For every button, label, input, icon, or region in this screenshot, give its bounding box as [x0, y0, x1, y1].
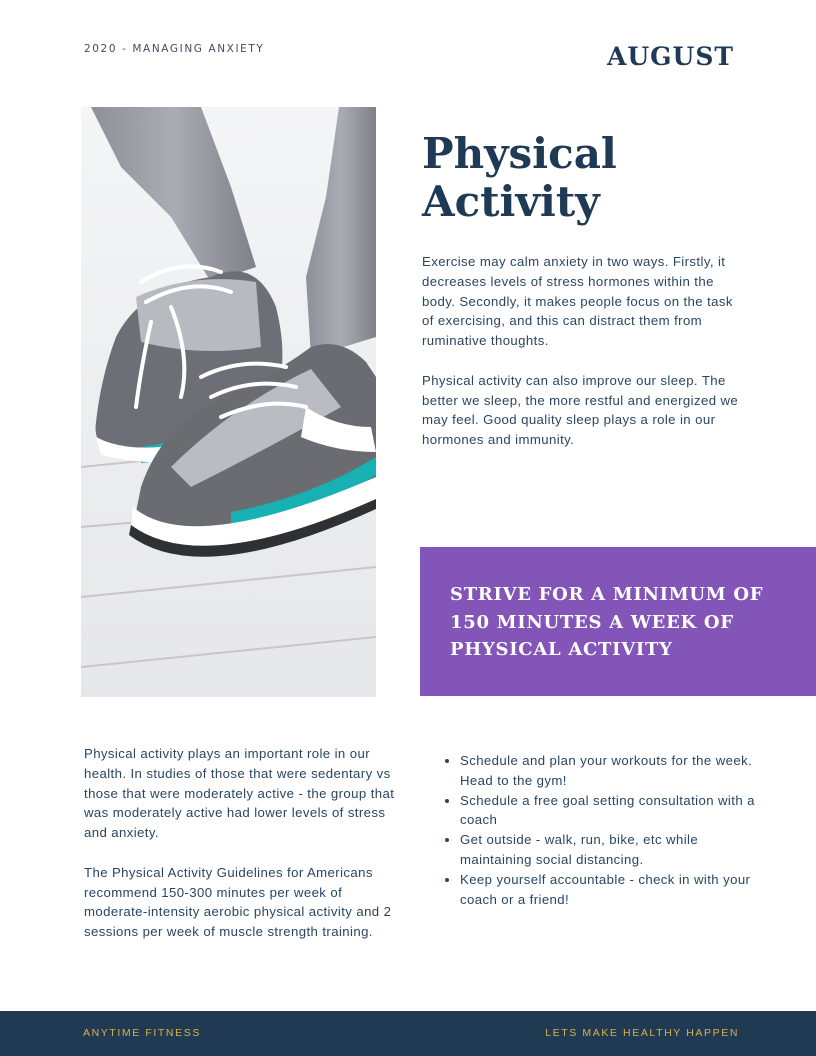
intro-paragraph: Physical activity can also improve our sleep. The better we sleep, the more restful and energized we may feel. Good quality sleep plays a role in our hormones and immunity.: [422, 372, 739, 448]
tips-list: [442, 751, 760, 909]
body-text: [84, 744, 402, 962]
footer-tagline: LETS MAKE HEALTHY HAPPEN: [545, 1027, 739, 1039]
body-paragraph: The Physical Activity Guidelines for Americans recommend 150-300 minutes per week of moderate-intensity aerobic physical activity and 2 sessions per week of muscle strength training.: [84, 864, 392, 940]
footer: [0, 1011, 816, 1056]
list-item: • Schedule a free goal setting consultation with a coach: [460, 791, 760, 831]
header-month: AUGUST: [606, 42, 734, 71]
intro-paragraph: Exercise may calm anxiety in two ways. Firstly, it decreases levels of stress hormones within the body. Secondly, it makes people focus on the task of exercising, and this can distract them from ruminative thoughts.: [422, 254, 733, 349]
title-line-2: Activity: [422, 177, 600, 226]
list-item: • Schedule and plan your workouts for the week. Head to the gym!: [460, 751, 760, 791]
sneakers-photo: [81, 107, 376, 697]
title-line-1: Physical: [422, 129, 617, 178]
footer-brand: ANYTIME FITNESS: [83, 1027, 201, 1039]
callout-text: STRIVE FOR A MINIMUM OF 150 MINUTES A WEEK OF PHYSICAL ACTIVITY: [450, 584, 764, 660]
callout-box: [420, 547, 816, 696]
body-paragraph: Physical activity plays an important role in our health. In studies of those that were sedentary vs those that were moderately active - the group that was moderately active had lower levels of stress and anxiety.: [84, 746, 395, 841]
list-item: • Keep yourself accountable - check in with your coach or a friend!: [460, 870, 760, 910]
intro-text: [422, 252, 740, 470]
page-title: [422, 130, 752, 226]
header-kicker: 2020 - MANAGING ANXIETY: [84, 43, 265, 55]
list-item: • Get outside - walk, run, bike, etc while maintaining social distancing.: [460, 830, 760, 870]
